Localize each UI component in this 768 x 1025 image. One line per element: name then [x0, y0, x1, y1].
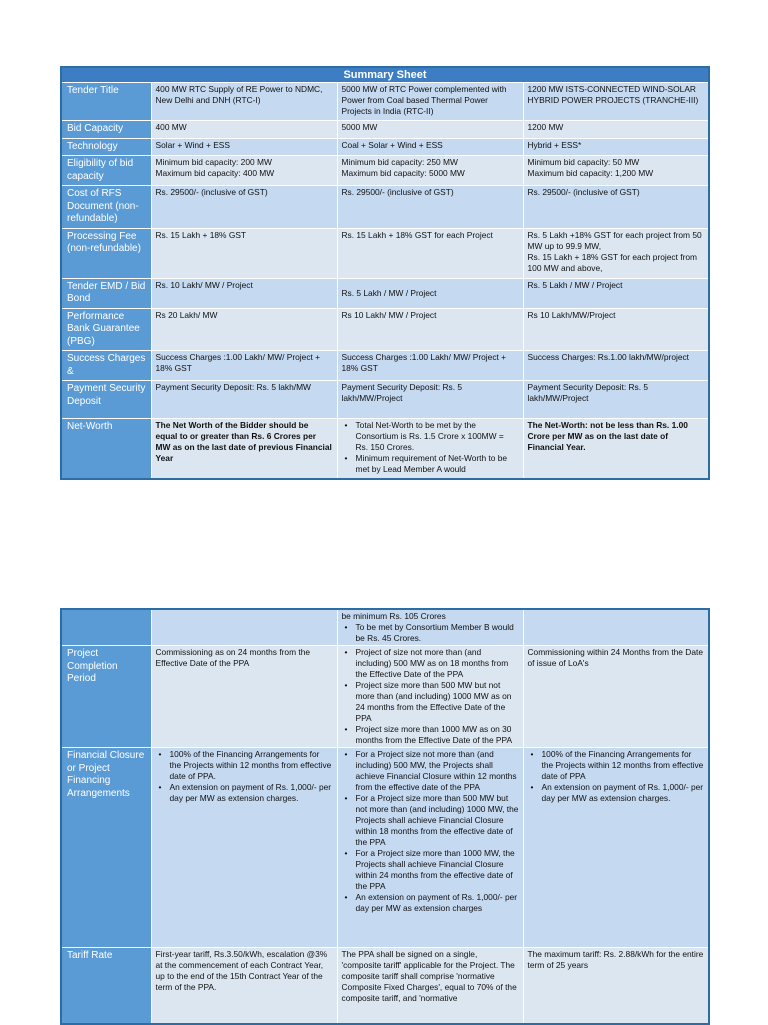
success-charges-c2: Success Charges :1.00 Lakh/ MW/ Project + 18% GST — [337, 351, 523, 381]
net-worth-continued — [337, 609, 523, 646]
net-worth-c2 — [337, 419, 523, 479]
completion-period-c2-item: • Project of size not more than (and including) 500 MW as on 18 months from the Effective Date of the PPA — [356, 647, 519, 680]
tender-title-tranche-iii: 1200 MW ISTS-CONNECTED WIND-SOLAR HYBRID POWER PROJECTS (TRANCHE-III) — [523, 83, 709, 121]
row-label-tariff-rate: Tariff Rate — [61, 948, 151, 1024]
financial-closure-c2-item: • For a Project size more than 500 MW but not more than (and including) 1000 MW, the Projects shall achieve Financial Closure within 18 months from the effective date of the PPA — [356, 793, 519, 848]
pbg-c1: Rs 20 Lakh/ MW — [151, 308, 337, 351]
success-charges-c3: Success Charges: Rs.1.00 lakh/MW/project — [523, 351, 709, 381]
row-label-technology: Technology — [61, 138, 151, 156]
row-label-eligibility: Eligibility of bid capacity — [61, 156, 151, 186]
financial-closure-c3-item: • 100% of the Financing Arrangements for the Projects within 12 months from effective date of PPA — [542, 749, 705, 782]
net-worth-continued-line: be minimum Rs. 105 Crores — [341, 611, 446, 621]
emd-c2: Rs. 5 Lakh / MW / Project — [337, 278, 523, 308]
payment-security-c1: Payment Security Deposit: Rs. 5 lakh/MW — [151, 381, 337, 419]
financial-closure-c2-item: • An extension on payment of Rs. 1,000/- per day per MW as extension charges — [356, 892, 519, 914]
bid-capacity-c3: 1200 MW — [523, 121, 709, 139]
financial-closure-c3 — [523, 748, 709, 948]
processing-fee-c3-b: Rs. 15 Lakh + 18% GST for each project from 100 MW and above, — [527, 251, 698, 273]
technology-c1: Solar + Wind + ESS — [151, 138, 337, 156]
net-worth-continued-item: • To be met by Consortium Member B would be Rs. 45 Crores. — [356, 622, 519, 644]
completion-period-c1: Commissioning as on 24 months from the Effective Date of the PPA — [151, 646, 337, 748]
processing-fee-c3 — [523, 228, 709, 278]
row-label-rfs-cost: Cost of RFS Document (non-refundable) — [61, 186, 151, 229]
processing-fee-c2: Rs. 15 Lakh + 18% GST for each Project — [337, 228, 523, 278]
row-label-pbg: Performance Bank Guarantee (PBG) — [61, 308, 151, 351]
financial-closure-c1-item: • 100% of the Financing Arrangements for the Projects within 12 months from effective date of PPA. — [170, 749, 333, 782]
tender-title-rtc-ii: 5000 MW of RTC Power complemented with Power from Coal based Thermal Power Projects in India (RTC-II) — [337, 83, 523, 121]
row-label-financial-closure: Financial Closure or Project Financing Arrangements — [61, 748, 151, 948]
row-label-processing-fee: Processing Fee (non-refundable) — [61, 228, 151, 278]
continued-label-cell — [61, 609, 151, 646]
success-charges-c1: Success Charges :1.00 Lakh/ MW/ Project + 18% GST — [151, 351, 337, 381]
bid-capacity-c2: 5000 MW — [337, 121, 523, 139]
row-label-tender-title: Tender Title — [61, 83, 151, 121]
net-worth-c3: The Net-Worth: not be less than Rs. 1.00 Crore per MW as on the last date of Financial Year. — [523, 419, 709, 479]
eligibility-c1-max: Maximum bid capacity: 400 MW — [155, 168, 275, 178]
completion-period-c2 — [337, 646, 523, 748]
emd-c3: Rs. 5 Lakh / MW / Project — [523, 278, 709, 308]
emd-c1: Rs. 10 Lakh/ MW / Project — [151, 278, 337, 308]
processing-fee-c3-a: Rs. 5 Lakh +18% GST for each project from 50 MW up to 99.9 MW, — [527, 229, 702, 251]
continued-c1 — [151, 609, 337, 646]
net-worth-c2-item: • Minimum requirement of Net-Worth to be met by Lead Member A would — [356, 453, 519, 475]
eligibility-c3-min: Minimum bid capacity: 50 MW — [527, 157, 640, 167]
eligibility-c1 — [151, 156, 337, 186]
completion-period-c3: Commissioning within 24 Months from the Date of issue of LoA's — [523, 646, 709, 748]
eligibility-c3-max: Maximum bid capacity: 1,200 MW — [527, 168, 654, 178]
payment-security-c2: Payment Security Deposit: Rs. 5 lakh/MW/Project — [337, 381, 523, 419]
financial-closure-c1-item: • An extension on payment of Rs. 1,000/- per day per MW as extension charges. — [170, 782, 333, 804]
rfs-cost-c3: Rs. 29500/- (inclusive of GST) — [523, 186, 709, 229]
financial-closure-c2 — [337, 748, 523, 948]
net-worth-c2-item: • Total Net-Worth to be met by the Consortium is Rs. 1.5 Crore x 100MW = Rs. 150 Crores. — [356, 420, 519, 453]
tender-title-rtc-i: 400 MW RTC Supply of RE Power to NDMC, New Delhi and DNH (RTC-I) — [151, 83, 337, 121]
pbg-c3: Rs 10 Lakh/MW/Project — [523, 308, 709, 351]
eligibility-c2-max: Maximum bid capacity: 5000 MW — [341, 168, 465, 178]
row-label-payment-security: Payment Security Deposit — [61, 381, 151, 419]
row-label-emd: Tender EMD / Bid Bond — [61, 278, 151, 308]
tariff-rate-c1: First-year tariff, Rs.3.50/kWh, escalation @3% at the commencement of each Contract Year, up to the end of the 15th Contract Year of the term of the PPA. — [151, 948, 337, 1024]
financial-closure-c2-item: • For a Project size more than 1000 MW, the Projects shall achieve Financial Closure within 24 months from the effective date of the PPA — [356, 848, 519, 892]
summary-sheet-table — [60, 66, 710, 480]
financial-closure-c1 — [151, 748, 337, 948]
row-label-net-worth: Net-Worth — [61, 419, 151, 479]
technology-c3: Hybrid + ESS* — [523, 138, 709, 156]
row-label-completion-period: Project Completion Period — [61, 646, 151, 748]
row-label-success-charges: Success Charges & — [61, 351, 151, 381]
continued-c3 — [523, 609, 709, 646]
eligibility-c3 — [523, 156, 709, 186]
tariff-rate-c3: The maximum tariff: Rs. 2.88/kWh for the entire term of 25 years — [523, 948, 709, 1024]
eligibility-c2 — [337, 156, 523, 186]
payment-security-c3: Payment Security Deposit: Rs. 5 lakh/MW/Project — [523, 381, 709, 419]
rfs-cost-c1: Rs. 29500/- (inclusive of GST) — [151, 186, 337, 229]
financial-closure-c3-item: • An extension on payment of Rs. 1,000/- per day per MW as extension charges. — [542, 782, 705, 804]
completion-period-c2-item: • Project size more than 1000 MW as on 30 months from the Effective Date of the PPA — [356, 724, 519, 746]
eligibility-c1-min: Minimum bid capacity: 200 MW — [155, 157, 272, 167]
tariff-rate-c2: The PPA shall be signed on a single, 'composite tariff' applicable for the Project. The composite tariff shall comprise 'normative Composite Fixed Charges', equal to 70% of the composite tariff, and 'normative — [337, 948, 523, 1024]
row-label-bid-capacity: Bid Capacity — [61, 121, 151, 139]
net-worth-c1: The Net Worth of the Bidder should be equal to or greater than Rs. 6 Crores per MW as on the last date of previous Financial Year — [151, 419, 337, 479]
processing-fee-c1: Rs. 15 Lakh + 18% GST — [151, 228, 337, 278]
pbg-c2: Rs 10 Lakh/ MW / Project — [337, 308, 523, 351]
completion-period-c2-item: • Project size more than 500 MW but not more than (and including) 1000 MW as on 24 months from the Effective Date of the PPA — [356, 680, 519, 724]
rfs-cost-c2: Rs. 29500/- (inclusive of GST) — [337, 186, 523, 229]
eligibility-c2-min: Minimum bid capacity: 250 MW — [341, 157, 458, 167]
technology-c2: Coal + Solar + Wind + ESS — [337, 138, 523, 156]
financial-closure-c2-item: • For a Project size not more than (and including) 500 MW, the Projects shall achieve Financial Closure within 12 months from the effective date of the PPA — [356, 749, 519, 793]
bid-capacity-c1: 400 MW — [151, 121, 337, 139]
summary-sheet-continued-table — [60, 608, 710, 1025]
summary-sheet-title: Summary Sheet — [61, 67, 709, 83]
